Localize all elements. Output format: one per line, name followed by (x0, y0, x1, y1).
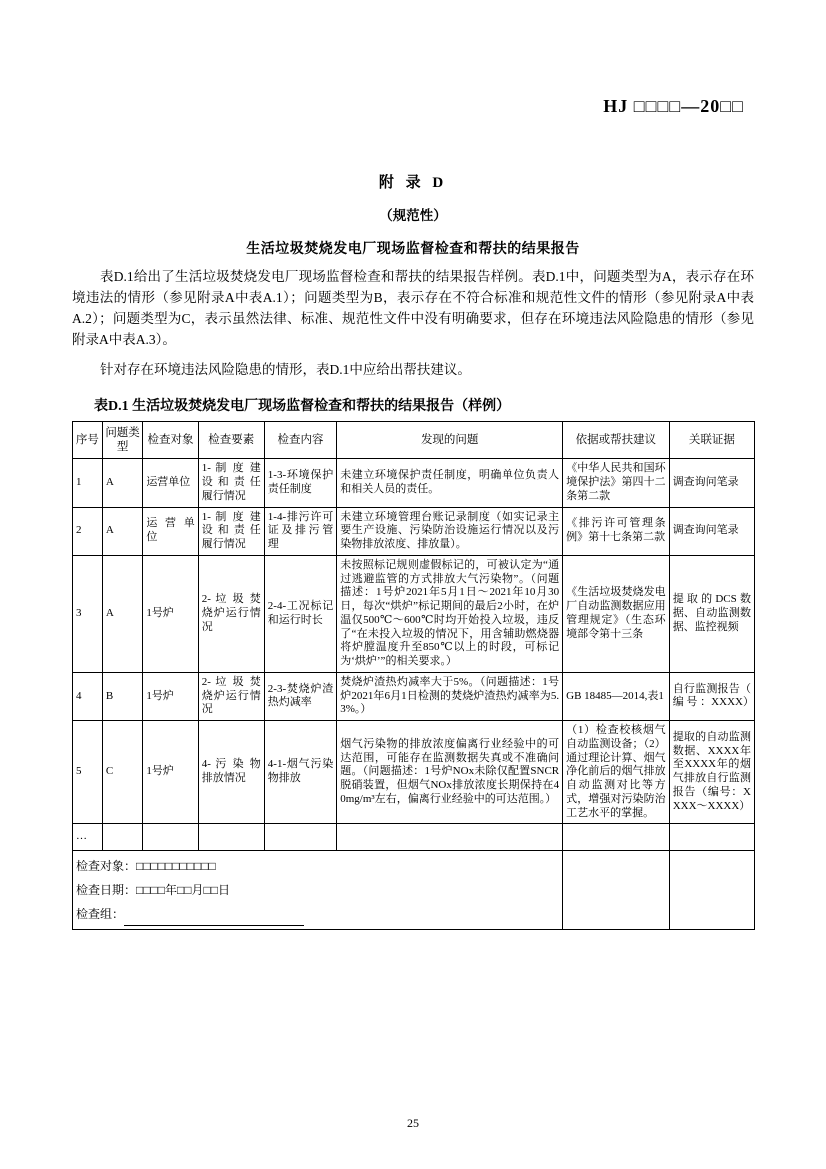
col-header-basis: 依据或帮扶建议 (563, 421, 670, 459)
cell-type: B (102, 672, 142, 720)
cell-seq: 5 (73, 721, 103, 824)
cell-evidence: 调查询问笔录 (669, 459, 754, 507)
table-row (73, 555, 755, 672)
cell-object: 1号炉 (143, 721, 198, 824)
table-row (73, 672, 755, 720)
table-row (73, 507, 755, 555)
cell-basis: GB 18485—2014,表1 (563, 672, 670, 720)
col-header-type: 问题类型 (102, 421, 142, 459)
cell-empty (337, 824, 563, 851)
footer-date-value: □□□□年□□月□□日 (136, 883, 231, 898)
footer-date-line (76, 878, 559, 902)
footer-group-label: 检查组： (76, 907, 125, 922)
cell-type: A (102, 507, 142, 555)
cell-object: 1号炉 (143, 672, 198, 720)
page-header (72, 0, 754, 117)
cell-basis: 《生活垃圾焚烧发电厂自动监测数据应用管理规定》（生态环境部令第十三条 (563, 555, 670, 672)
cell-element: 2- 垃 圾 焚烧炉运行情况 (198, 672, 264, 720)
cell-content: 1-4-排污许可证及排污管理 (264, 507, 336, 555)
cell-empty (669, 824, 754, 851)
table-row-ellipsis (73, 824, 755, 851)
col-header-evidence: 关联证据 (669, 421, 754, 459)
intro-paragraph-1: 表D.1给出了生活垃圾焚烧发电厂现场监督检查和帮扶的结果报告样例。表D.1中，问题类型为A，表示存在环境违法的情形（参见附录A中表A.1）；问题类型为B，表示存在不符合标准和规范性文件的情形（参见附录A中表A.2）；问题类型为C，表示虽然法律、标准、规范性文件中没有明确要求，但存在环境违法风险隐患的情形（参见附录A中表A.3）。 (72, 269, 754, 347)
cell-ellipsis: … (73, 824, 103, 851)
cell-found: 焚烧炉渣热灼减率大于5%。（问题描述：1号炉2021年6月1日检测的焚烧炉渣热灼减率为5.3%。） (337, 672, 563, 720)
footer-info-cell (73, 851, 563, 930)
page-number: 25 (407, 1116, 419, 1130)
cell-element: 4- 污 染 物排放情况 (198, 721, 264, 824)
cell-content: 2-4-工况标记和运行时长 (264, 555, 336, 672)
intro-paragraph-2: 针对存在环境违法风险隐患的情形，表D.1中应给出帮扶建议。 (100, 361, 471, 377)
cell-basis: （1）检查校核烟气自动监测设备；（2）通过理论计算、烟气净化前后的烟气排放自动监测对比等方式，增强对污染防治工艺水平的掌握。 (563, 721, 670, 824)
cell-type: C (102, 721, 142, 824)
cell-found: 未建立环境管理台账记录制度（如实记录主要生产设施、污染防治设施运行情况以及污染物排放浓度、排放量）。 (337, 507, 563, 555)
cell-type: A (102, 555, 142, 672)
standard-code: HJ □□□□—20□□ (603, 96, 744, 116)
cell-element: 1- 制 度 建设 和 责 任履行情况 (198, 459, 264, 507)
col-header-object: 检查对象 (143, 421, 198, 459)
table-header-row (73, 421, 755, 459)
cell-evidence: 调查询问笔录 (669, 507, 754, 555)
cell-found: 烟气污染物的排放浓度偏离行业经验中的可达范围，可能存在监测数据失真或不准确问题。（问题描述：1号炉NOx未除仅配置SNCR脱硝装置，但烟气NOx排放浓度长期保持在40mg/m³左右，偏离行业经验中的可达范围。） (337, 721, 563, 824)
appendix-normative-label: （规范性） (379, 208, 447, 223)
cell-element: 1- 制 度 建设 和 责 任履行情况 (198, 507, 264, 555)
cell-type: A (102, 459, 142, 507)
cell-empty (563, 851, 670, 930)
cell-empty (669, 851, 754, 930)
cell-content: 1-3-环境保护责任制度 (264, 459, 336, 507)
cell-empty (198, 824, 264, 851)
col-header-element: 检查要素 (198, 421, 264, 459)
appendix-title: 附 录 D (378, 175, 448, 191)
cell-seq: 1 (73, 459, 103, 507)
cell-empty (563, 824, 670, 851)
footer-date-label: 检查日期： (76, 883, 137, 898)
appendix-name: 生活垃圾焚烧发电厂现场监督检查和帮扶的结果报告 (246, 242, 580, 257)
cell-basis: 《中华人民共和国环境保护法》第四十二条第二款 (563, 459, 670, 507)
cell-element: 2- 垃 圾 焚烧炉运行情况 (198, 555, 264, 672)
cell-seq: 2 (73, 507, 103, 555)
cell-found: 未按照标记规则虚假标记的，可被认定为“通过逃避监管的方式排放大气污染物”。（问题描述：1号炉2021年5月1日～2021年10月30日，每次“烘炉”标记期间的最后2小时，在炉温仅500℃～600℃时均开始投入垃圾，违反了“在未投入垃圾的情况下，用含辅助燃烧器将炉膛温度升至850℃以上的时段，可标记为‘烘炉’”的相关要求。） (337, 555, 563, 672)
cell-evidence: 提取的自动监测数据、XXXX年至XXXX年的烟气排放自行监测报告（编号：XXXX～XXXX） (669, 721, 754, 824)
cell-object: 运营单位 (143, 459, 198, 507)
cell-content: 2-3-焚烧炉渣热灼减率 (264, 672, 336, 720)
footer-object-line (76, 854, 559, 878)
cell-evidence: 提取的DCS数据、自动监测数据、监控视频 (669, 555, 754, 672)
cell-found: 未建立环境保护责任制度，明确单位负责人和相关人员的责任。 (337, 459, 563, 507)
table-row (73, 721, 755, 824)
cell-empty (143, 824, 198, 851)
cell-content: 4-1-烟气污染物排放 (264, 721, 336, 824)
col-header-seq: 序号 (73, 421, 103, 459)
cell-object: 运 营 单位 (143, 507, 198, 555)
footer-object-label: 检查对象： (76, 859, 137, 874)
cell-evidence: 自行监测报告（ 编 号 ：XXXX） (669, 672, 754, 720)
cell-basis: 《排污许可管理条例》第十七条第二款 (563, 507, 670, 555)
col-header-found: 发现的问题 (337, 421, 563, 459)
footer-group-blank (124, 912, 304, 926)
inspection-result-table (72, 421, 755, 931)
cell-empty (102, 824, 142, 851)
table-caption: 表D.1 生活垃圾焚烧发电厂现场监督检查和帮扶的结果报告（样例） (94, 398, 511, 414)
col-header-content: 检查内容 (264, 421, 336, 459)
table-footer-row (73, 851, 755, 930)
table-row (73, 459, 755, 507)
cell-seq: 3 (73, 555, 103, 672)
cell-object: 1号炉 (143, 555, 198, 672)
cell-seq: 4 (73, 672, 103, 720)
footer-group-line (76, 902, 559, 926)
footer-object-value: □□□□□□□□□□□ (136, 859, 216, 874)
cell-empty (264, 824, 336, 851)
